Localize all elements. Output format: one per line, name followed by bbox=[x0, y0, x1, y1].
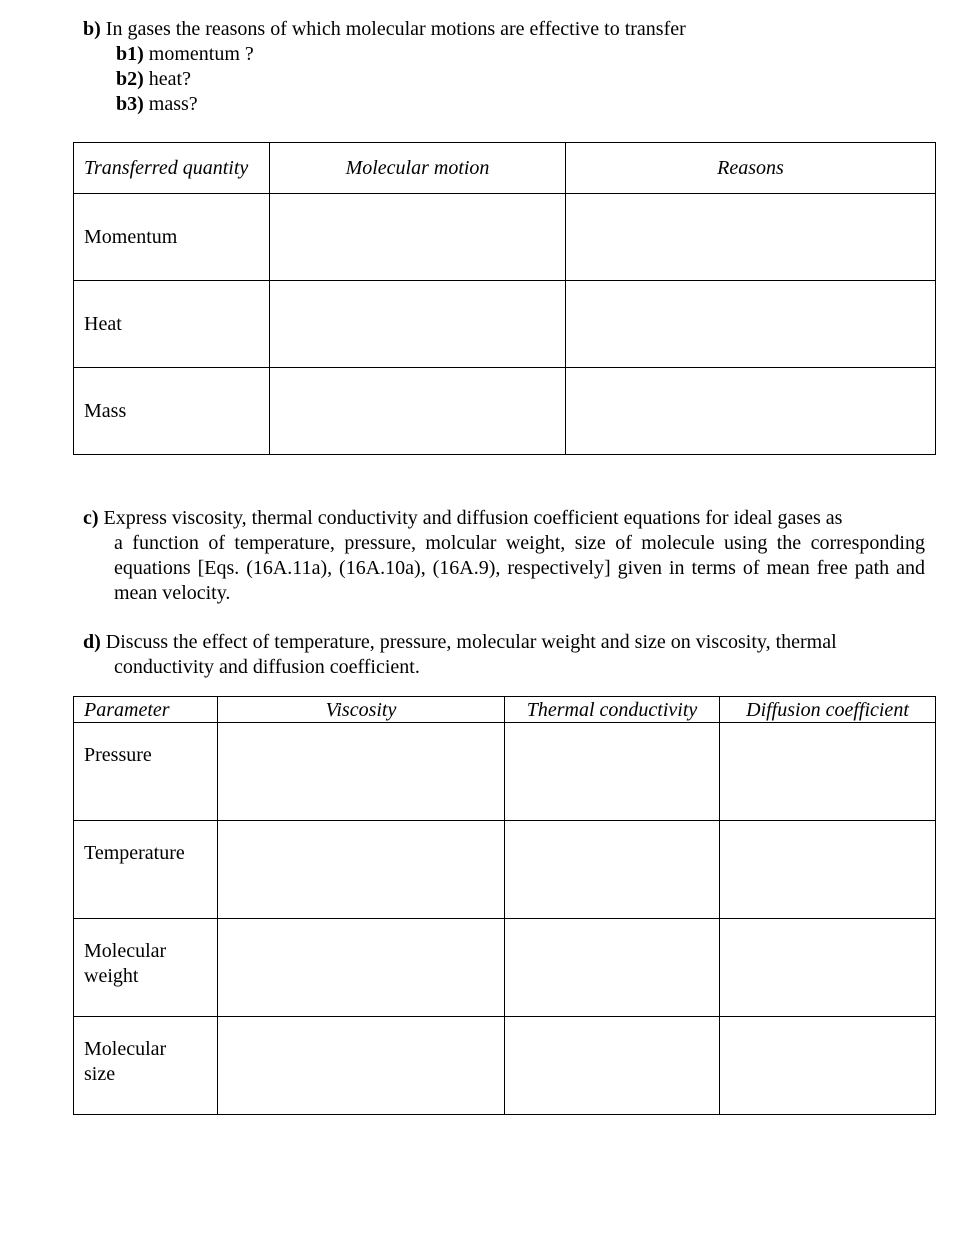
answer-cell[interactable] bbox=[218, 821, 505, 919]
answer-cell[interactable] bbox=[720, 821, 936, 919]
question-b1-label: b1) bbox=[116, 43, 144, 65]
question-b3 bbox=[116, 92, 198, 117]
question-b bbox=[83, 17, 943, 42]
answer-cell[interactable] bbox=[566, 281, 936, 368]
question-d-label: d) bbox=[83, 631, 101, 653]
table-row bbox=[74, 194, 936, 281]
header-parameter: Parameter bbox=[74, 697, 218, 723]
table-row bbox=[74, 919, 936, 1017]
question-b2-text: heat? bbox=[143, 68, 191, 90]
parameter-effect-table bbox=[73, 696, 936, 1115]
question-d-body: conductivity and diffusion coefficient. bbox=[114, 656, 420, 678]
answer-cell[interactable] bbox=[566, 194, 936, 281]
parameter-table-header bbox=[74, 697, 936, 723]
table-row bbox=[74, 368, 936, 455]
question-b2-label: b2) bbox=[116, 68, 144, 90]
question-c-first-line bbox=[83, 506, 925, 531]
table-row bbox=[74, 821, 936, 919]
answer-cell[interactable] bbox=[566, 368, 936, 455]
question-b1-text: momentum ? bbox=[143, 43, 254, 65]
row-label-pressure: Pressure bbox=[74, 723, 218, 821]
table-row bbox=[74, 1017, 936, 1115]
question-b-text: In gases the reasons of which molecular motions are effective to transfer bbox=[100, 18, 686, 40]
header-thermal-conductivity: Thermal conductivity bbox=[505, 697, 720, 723]
question-b-label: b) bbox=[83, 18, 101, 40]
question-b2 bbox=[116, 67, 191, 92]
answer-cell[interactable] bbox=[505, 919, 720, 1017]
transfer-table-header bbox=[74, 143, 936, 194]
question-d-first-line bbox=[83, 630, 925, 655]
question-c-line1: Express viscosity, thermal conductivity and diffusion coefficient equations for ideal gases as bbox=[98, 507, 843, 529]
answer-cell[interactable] bbox=[218, 1017, 505, 1115]
question-c-body: a function of temperature, pressure, molcular weight, size of molecule using the corresponding equations [Eqs. (16A.11a), (16A.10a), (16A.9), respectively] given in terms of mean free path and mean velocity. bbox=[114, 532, 925, 604]
header-reasons: Reasons bbox=[566, 143, 936, 194]
answer-cell[interactable] bbox=[505, 1017, 720, 1115]
question-d bbox=[83, 630, 925, 680]
question-b1 bbox=[116, 42, 254, 67]
answer-cell[interactable] bbox=[720, 1017, 936, 1115]
table-row bbox=[74, 281, 936, 368]
header-transferred-quantity: Transferred quantity bbox=[74, 143, 270, 194]
row-label-mass: Mass bbox=[74, 368, 270, 455]
answer-cell[interactable] bbox=[720, 723, 936, 821]
header-molecular-motion: Molecular motion bbox=[270, 143, 566, 194]
question-d-line1: Discuss the effect of temperature, pressure, molecular weight and size on viscosity, thermal bbox=[100, 631, 837, 653]
question-b3-label: b3) bbox=[116, 93, 144, 115]
row-label-heat: Heat bbox=[74, 281, 270, 368]
table-row bbox=[74, 723, 936, 821]
answer-cell[interactable] bbox=[270, 368, 566, 455]
question-b3-text: mass? bbox=[143, 93, 198, 115]
row-label-molecular-size: Molecular size bbox=[74, 1017, 218, 1115]
row-label-momentum: Momentum bbox=[74, 194, 270, 281]
question-c-label: c) bbox=[83, 507, 99, 529]
answer-cell[interactable] bbox=[270, 281, 566, 368]
row-label-molecular-weight: Molecular weight bbox=[74, 919, 218, 1017]
answer-cell[interactable] bbox=[505, 821, 720, 919]
row-label-temperature: Temperature bbox=[74, 821, 218, 919]
question-c bbox=[83, 506, 925, 606]
header-diffusion-coefficient: Diffusion coefficient bbox=[720, 697, 936, 723]
answer-cell[interactable] bbox=[218, 919, 505, 1017]
answer-cell[interactable] bbox=[218, 723, 505, 821]
answer-cell[interactable] bbox=[270, 194, 566, 281]
header-viscosity: Viscosity bbox=[218, 697, 505, 723]
answer-cell[interactable] bbox=[505, 723, 720, 821]
answer-cell[interactable] bbox=[720, 919, 936, 1017]
transfer-table bbox=[73, 142, 936, 455]
